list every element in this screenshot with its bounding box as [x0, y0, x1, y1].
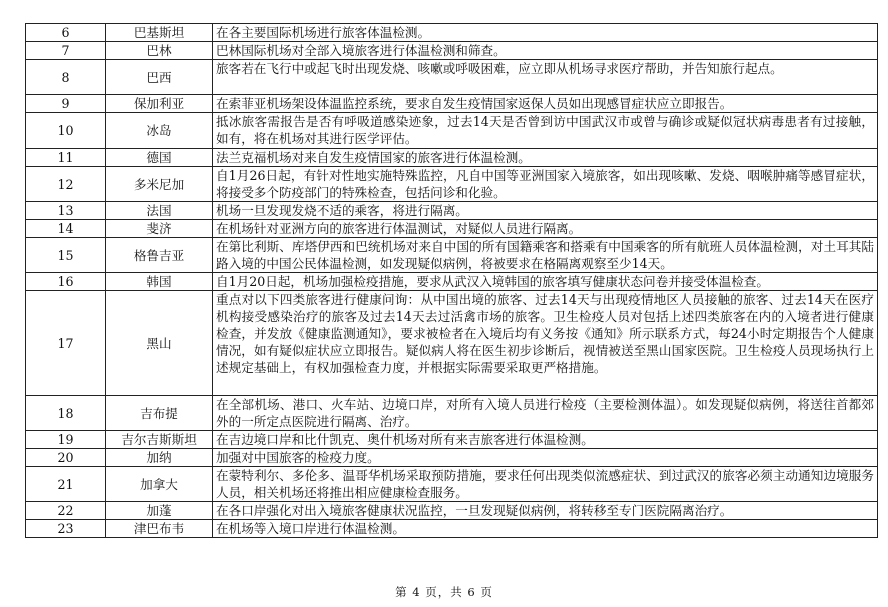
- measure-cell: 加强对中国旅客的检疫力度。: [213, 449, 878, 467]
- table-row: [26, 502, 878, 520]
- table-row: [26, 467, 878, 502]
- country-cell: 冰岛: [106, 113, 213, 149]
- table-row: [26, 167, 878, 202]
- row-number-cell: 22: [26, 502, 106, 520]
- country-cell: 吉布提: [106, 396, 213, 431]
- country-cell: 加蓬: [106, 502, 213, 520]
- measure-cell: 在各主要国际机场进行旅客体温检测。: [213, 24, 878, 42]
- table-row: [26, 449, 878, 467]
- country-cell: 巴西: [106, 60, 213, 95]
- measure-cell: 重点对以下四类旅客进行健康问询：从中国出境的旅客、过去14天与出现疫情地区人员接触的旅客、过去14天在医疗机构接受感染治疗的旅客及过去14天去过活禽市场的旅客。卫生检疫人员对包括上述四类旅客在内的入境者进行健康检查，并发放《健康监测通知》，要求被检者在入境后均有义务按《通知》所示联系方式，每24小时定期报告个人健康情况，如有疑似症状应立即报告。疑似病人将在医生初步诊断后，视情被送至黑山国家医院。卫生检疫人员现场执行上述规定基础上，有权加强检查力度，并根据实际需要采取更严格措施。: [213, 291, 878, 396]
- row-number-cell: 23: [26, 520, 106, 538]
- table-row: [26, 273, 878, 291]
- measure-cell: 在各口岸强化对出入境旅客健康状况监控，一旦发现疑似病例，将转移至专门医院隔离治疗。: [213, 502, 878, 520]
- table-row: [26, 396, 878, 431]
- measure-cell: 抵冰旅客需报告是否有呼吸道感染迹象，过去14天是否曾到访中国武汉市或曾与确诊或疑似冠状病毒患者有过接触，如有，将在机场对其进行医学评估。: [213, 113, 878, 149]
- row-number-cell: 21: [26, 467, 106, 502]
- table-row: [26, 202, 878, 220]
- row-number-cell: 6: [26, 24, 106, 42]
- table-row: [26, 24, 878, 42]
- row-number-cell: 19: [26, 431, 106, 449]
- table-row: [26, 431, 878, 449]
- table-row: [26, 220, 878, 238]
- table-row: [26, 42, 878, 60]
- row-number-cell: 16: [26, 273, 106, 291]
- measures-table-body: [26, 24, 878, 538]
- row-number-cell: 7: [26, 42, 106, 60]
- page-footer: 第 4 页，共 6 页: [395, 585, 493, 599]
- measure-cell: 在蒙特利尔、多伦多、温哥华机场采取预防措施，要求任何出现类似流感症状、到过武汉的旅客必须主动通知边境服务人员，相关机场还将推出相应健康检查服务。: [213, 467, 878, 502]
- country-cell: 黑山: [106, 291, 213, 396]
- country-cell: 保加利亚: [106, 95, 213, 113]
- measure-cell: 法兰克福机场对来自发生疫情国家的旅客进行体温检测。: [213, 149, 878, 167]
- row-number-cell: 8: [26, 60, 106, 95]
- country-cell: 津巴布韦: [106, 520, 213, 538]
- measure-cell: 在吉边境口岸和比什凯克、奥什机场对所有来吉旅客进行体温检测。: [213, 431, 878, 449]
- table-row: [26, 113, 878, 149]
- country-cell: 斐济: [106, 220, 213, 238]
- row-number-cell: 9: [26, 95, 106, 113]
- measure-cell: 在全部机场、港口、火车站、边境口岸，对所有入境人员进行检疫（主要检测体温）。如发现疑似病例，将送往首都郊外的一所定点医院进行隔离、治疗。: [213, 396, 878, 431]
- country-cell: 巴林: [106, 42, 213, 60]
- country-cell: 加纳: [106, 449, 213, 467]
- measure-cell: 巴林国际机场对全部入境旅客进行体温检测和筛查。: [213, 42, 878, 60]
- measure-cell: 旅客若在飞行中或起飞时出现发烧、咳嗽或呼吸困难，应立即从机场寻求医疗帮助，并告知旅行起点。: [213, 60, 878, 95]
- country-cell: 加拿大: [106, 467, 213, 502]
- country-cell: 韩国: [106, 273, 213, 291]
- table-row: [26, 520, 878, 538]
- row-number-cell: 13: [26, 202, 106, 220]
- country-cell: 法国: [106, 202, 213, 220]
- country-cell: 多米尼加: [106, 167, 213, 202]
- measure-cell: 自1月26日起，有针对性地实施特殊监控，凡自中国等亚洲国家入境旅客，如出现咳嗽、发烧、咽喉肿痛等感冒症状，将接受多个防疫部门的特殊检查，包括问诊和化验。: [213, 167, 878, 202]
- measure-cell: 机场一旦发现发烧不适的乘客，将进行隔离。: [213, 202, 878, 220]
- row-number-cell: 20: [26, 449, 106, 467]
- measure-cell: 在机场针对亚洲方向的旅客进行体温测试，对疑似人员进行隔离。: [213, 220, 878, 238]
- measure-cell: 在机场等入境口岸进行体温检测。: [213, 520, 878, 538]
- country-cell: 格鲁吉亚: [106, 238, 213, 273]
- row-number-cell: 15: [26, 238, 106, 273]
- row-number-cell: 12: [26, 167, 106, 202]
- table-row: [26, 95, 878, 113]
- table-row: [26, 238, 878, 273]
- row-number-cell: 11: [26, 149, 106, 167]
- row-number-cell: 18: [26, 396, 106, 431]
- row-number-cell: 10: [26, 113, 106, 149]
- row-number-cell: 17: [26, 291, 106, 396]
- country-cell: 德国: [106, 149, 213, 167]
- row-number-cell: 14: [26, 220, 106, 238]
- measure-cell: 在索菲亚机场架设体温监控系统，要求自发生疫情国家返保人员如出现感冒症状应立即报告。: [213, 95, 878, 113]
- country-cell: 吉尔吉斯斯坦: [106, 431, 213, 449]
- measures-table: [25, 23, 878, 538]
- table-row: [26, 60, 878, 95]
- country-cell: 巴基斯坦: [106, 24, 213, 42]
- measure-cell: 自1月20日起，机场加强检疫措施，要求从武汉入境韩国的旅客填写健康状态问卷并接受体温检查。: [213, 273, 878, 291]
- table-row: [26, 149, 878, 167]
- measure-cell: 在第比利斯、库塔伊西和巴统机场对来自中国的所有国籍乘客和搭乘有中国乘客的所有航班人员体温检测，对土耳其陆路入境的中国公民体温检测，如发现疑似病例，将被要求在格隔离观察至少14天。: [213, 238, 878, 273]
- table-row: [26, 291, 878, 396]
